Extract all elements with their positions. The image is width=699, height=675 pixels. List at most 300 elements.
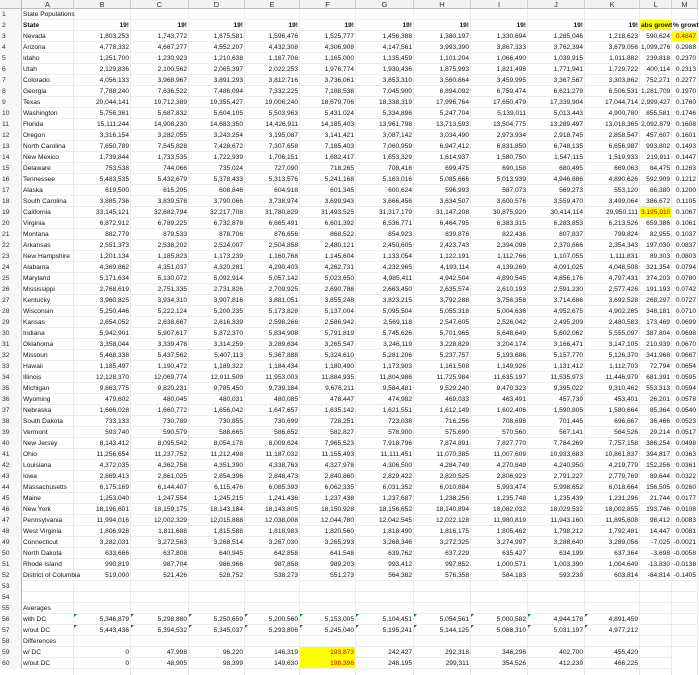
cell-i52[interactable]: 584,183 — [471, 570, 528, 581]
cell-i16[interactable]: 5,013,939 — [471, 174, 528, 185]
cell-b57[interactable]: 5,443,436 — [74, 625, 131, 636]
cell-d40[interactable]: 8,054,178 — [189, 438, 245, 449]
cell-i30[interactable]: 5,648,649 — [471, 328, 528, 339]
cell-f55[interactable] — [300, 603, 356, 614]
cell-i32[interactable]: 5,193,686 — [471, 350, 528, 361]
cell-g51[interactable]: 993,412 — [356, 559, 414, 570]
cell-g47[interactable]: 12,042,545 — [356, 515, 414, 526]
cell-b37[interactable]: 1,666,028 — [74, 405, 131, 416]
cell-a35[interactable]: Michigan — [22, 383, 74, 394]
cell-c52[interactable]: 521,426 — [131, 570, 189, 581]
cell-b50[interactable]: 633,666 — [74, 548, 131, 559]
cell-e39[interactable]: 586,652 — [245, 427, 300, 438]
cell-f51[interactable]: 989,203 — [300, 559, 356, 570]
cell-j60[interactable]: 412,239 — [528, 658, 585, 669]
cell-c34[interactable]: 12,069,774 — [131, 372, 189, 383]
cell-a15[interactable]: Delaware — [22, 163, 74, 174]
cell-l37[interactable]: 85,364 — [640, 405, 672, 416]
cell-l18[interactable]: 386,672 — [640, 196, 672, 207]
cell-e3[interactable]: 1,596,476 — [245, 31, 300, 42]
cell-l30[interactable]: 387,804 — [640, 328, 672, 339]
cell-l27[interactable]: 268,297 — [640, 295, 672, 306]
cell-d55[interactable] — [189, 603, 245, 614]
cell-a28[interactable]: Wisconsin — [22, 306, 74, 317]
cell-d6[interactable]: 2,065,397 — [189, 64, 245, 75]
cell-g38[interactable]: 723,038 — [356, 416, 414, 427]
row-header[interactable]: 41 — [0, 449, 22, 460]
row-header[interactable]: 59 — [0, 647, 22, 658]
row-header[interactable]: 30 — [0, 328, 22, 339]
cell-c39[interactable]: 590,579 — [131, 427, 189, 438]
cell-h46[interactable]: 18,140,894 — [414, 504, 471, 515]
cell-b49[interactable]: 3,282,031 — [74, 537, 131, 548]
cell-i6[interactable]: 1,821,498 — [471, 64, 528, 75]
cell-b54[interactable] — [74, 592, 131, 603]
cell-g35[interactable]: 9,584,481 — [356, 383, 414, 394]
cell-d36[interactable]: 480,031 — [189, 394, 245, 405]
cell-c43[interactable]: 2,861,025 — [131, 471, 189, 482]
cell-b22[interactable]: 2,551,373 — [74, 240, 131, 251]
cell-i56[interactable]: 5,000,582 — [471, 614, 528, 625]
cell-e30[interactable]: 5,834,908 — [245, 328, 300, 339]
cell-h8[interactable]: 6,894,092 — [414, 86, 471, 97]
cell-d3[interactable]: 1,675,581 — [189, 31, 245, 42]
cell-h28[interactable]: 5,055,318 — [414, 306, 471, 317]
cell-j23[interactable]: 1,107,055 — [528, 251, 585, 262]
cell-j26[interactable]: 2,591,230 — [528, 284, 585, 295]
cell-b11[interactable]: 15,111,244 — [74, 119, 131, 130]
cell-a22[interactable]: Arkansas — [22, 240, 74, 251]
cell-m12[interactable]: 0.1601 — [672, 130, 698, 141]
column-header-l[interactable]: L — [640, 0, 672, 9]
row-header[interactable]: 56 — [0, 614, 22, 625]
cell-l12[interactable]: 457,607 — [640, 130, 672, 141]
cell-d41[interactable]: 11,212,498 — [189, 449, 245, 460]
cell-g19[interactable]: 31,317,179 — [356, 207, 414, 218]
cell-d12[interactable]: 3,243,254 — [189, 130, 245, 141]
cell-f6[interactable]: 1,976,774 — [300, 64, 356, 75]
row-header[interactable]: 33 — [0, 361, 22, 372]
row-header[interactable]: 26 — [0, 284, 22, 295]
cell-l54[interactable] — [640, 592, 672, 603]
cell-f42[interactable]: 4,327,978 — [300, 460, 356, 471]
row-header[interactable]: 13 — [0, 141, 22, 152]
cell-g59[interactable]: 242,427 — [356, 647, 414, 658]
cell-l57[interactable] — [640, 625, 672, 636]
cell-c55[interactable] — [131, 603, 189, 614]
cell-m14[interactable]: 0.1447 — [672, 152, 698, 163]
cell-i10[interactable]: 5,139,011 — [471, 108, 528, 119]
cell-c2[interactable]: 19! — [131, 20, 189, 31]
cell-k19[interactable]: 29,950,111 — [585, 207, 640, 218]
cell-a27[interactable]: Kentucky — [22, 295, 74, 306]
cell-h36[interactable]: 469,033 — [414, 394, 471, 405]
cell-h34[interactable]: 11,725,984 — [414, 372, 471, 383]
cell-i4[interactable]: 3,867,333 — [471, 42, 528, 53]
cell-f43[interactable]: 2,840,860 — [300, 471, 356, 482]
cell-l19[interactable]: 3,195,010 — [641, 209, 671, 216]
cell-c6[interactable]: 2,100,562 — [131, 64, 189, 75]
cell-a21[interactable]: Montana — [22, 229, 74, 240]
cell-h24[interactable]: 4,193,114 — [414, 262, 471, 273]
cell-f3[interactable]: 1,525,777 — [300, 31, 356, 42]
cell-i28[interactable]: 5,004,636 — [471, 306, 528, 317]
cell-c27[interactable]: 3,934,310 — [131, 295, 189, 306]
cell-l47[interactable]: 98,412 — [640, 515, 672, 526]
cell-b31[interactable]: 3,358,044 — [74, 339, 131, 350]
cell-c60[interactable]: 48,905 — [131, 658, 189, 669]
cell-f48[interactable]: 1,820,560 — [300, 526, 356, 537]
cell-d1[interactable] — [189, 9, 245, 20]
row-header[interactable]: 14 — [0, 152, 22, 163]
cell-k25[interactable]: 4,797,431 — [585, 273, 640, 284]
cell-f24[interactable]: 4,262,731 — [300, 262, 356, 273]
cell-i22[interactable]: 2,394,098 — [471, 240, 528, 251]
row-header[interactable]: 29 — [0, 317, 22, 328]
cell-b28[interactable]: 5,250,446 — [74, 306, 131, 317]
cell-c15[interactable]: 744,066 — [131, 163, 189, 174]
cell-e5[interactable]: 1,187,706 — [245, 53, 300, 64]
cell-l23[interactable]: 89,303 — [640, 251, 672, 262]
cell-j13[interactable]: 6,748,135 — [528, 141, 585, 152]
cell-j36[interactable]: 457,739 — [528, 394, 585, 405]
cell-m46[interactable]: 0.0108 — [672, 504, 698, 515]
cell-a55[interactable]: Averages — [22, 603, 74, 614]
cell-j27[interactable]: 3,714,686 — [528, 295, 585, 306]
cell-a54[interactable] — [22, 592, 74, 603]
column-header-e[interactable]: E — [245, 0, 300, 9]
cell-a47[interactable]: Pennsylvania — [22, 515, 74, 526]
cell-b36[interactable]: 479,602 — [74, 394, 131, 405]
cell-b4[interactable]: 4,778,332 — [74, 42, 131, 53]
cell-j18[interactable]: 3,559,470 — [528, 196, 585, 207]
cell-k15[interactable]: 669,063 — [585, 163, 640, 174]
cell-e51[interactable]: 987,858 — [245, 559, 300, 570]
cell-g39[interactable]: 578,900 — [356, 427, 414, 438]
cell-b19[interactable]: 33,145,121 — [74, 207, 131, 218]
cell-a1[interactable]: State Populations — [23, 11, 75, 18]
column-header-j[interactable]: J — [528, 0, 585, 9]
cell-a12[interactable]: Oregon — [22, 130, 74, 141]
row-header[interactable]: 4 — [0, 42, 22, 53]
cell-k34[interactable]: 11,446,979 — [585, 372, 640, 383]
cell-d42[interactable]: 4,351,390 — [189, 460, 245, 471]
cell-l15[interactable]: 84,475 — [640, 163, 672, 174]
row-header[interactable]: 27 — [0, 295, 22, 306]
cell-f28[interactable]: 5,137,004 — [300, 306, 356, 317]
cell-e48[interactable]: 1,818,983 — [245, 526, 300, 537]
cell-i42[interactable]: 4,270,849 — [471, 460, 528, 471]
cell-g44[interactable]: 6,031,352 — [356, 482, 414, 493]
cell-g37[interactable]: 1,621,551 — [356, 405, 414, 416]
column-header-f[interactable]: F — [300, 0, 356, 9]
row-header[interactable]: 25 — [0, 273, 22, 284]
cell-c48[interactable]: 1,811,688 — [131, 526, 189, 537]
row-header[interactable]: 17 — [0, 185, 22, 196]
cell-i38[interactable]: 708,698 — [471, 416, 528, 427]
row-header[interactable]: 22 — [0, 240, 22, 251]
cell-a33[interactable]: Hawaii — [22, 361, 74, 372]
cell-c20[interactable]: 6,789,225 — [131, 218, 189, 229]
cell-h19[interactable]: 31,147,208 — [414, 207, 471, 218]
cell-m5[interactable]: 0.2370 — [672, 53, 698, 64]
cell-f25[interactable]: 5,023,650 — [300, 273, 356, 284]
row-header[interactable]: 49 — [0, 537, 22, 548]
cell-e32[interactable]: 5,367,888 — [245, 350, 300, 361]
cell-i48[interactable]: 1,805,462 — [471, 526, 528, 537]
cell-e21[interactable]: 876,656 — [245, 229, 300, 240]
cell-j39[interactable]: 567,141 — [528, 427, 585, 438]
cell-k38[interactable]: 696,667 — [585, 416, 640, 427]
cell-d5[interactable]: 1,210,638 — [189, 53, 245, 64]
cell-b42[interactable]: 4,372,035 — [74, 460, 131, 471]
cell-c54[interactable] — [131, 592, 189, 603]
cell-e15[interactable]: 727,090 — [245, 163, 300, 174]
cell-m35[interactable]: 0.0594 — [672, 383, 698, 394]
cell-e38[interactable]: 730,699 — [245, 416, 300, 427]
cell-m3[interactable]: 0.4847 — [672, 31, 698, 42]
cell-c28[interactable]: 5,222,124 — [131, 306, 189, 317]
cell-f18[interactable]: 3,699,943 — [300, 196, 356, 207]
cell-d4[interactable]: 4,552,207 — [189, 42, 245, 53]
cell-c32[interactable]: 5,437,562 — [131, 350, 189, 361]
cell-m20[interactable]: 0.1061 — [672, 218, 698, 229]
cell-c4[interactable]: 4,667,277 — [131, 42, 189, 53]
cell-l14[interactable]: 219,911 — [640, 152, 672, 163]
cell-h60[interactable]: 299,311 — [414, 658, 471, 669]
cell-j8[interactable]: 6,621,279 — [528, 86, 585, 97]
cell-g40[interactable]: 7,918,796 — [356, 438, 414, 449]
cell-b18[interactable]: 3,885,736 — [74, 196, 131, 207]
cell-m17[interactable]: 0.1200 — [672, 185, 698, 196]
cell-i29[interactable]: 2,526,042 — [471, 317, 528, 328]
cell-f30[interactable]: 5,791,819 — [300, 328, 356, 339]
cell-c13[interactable]: 7,545,828 — [131, 141, 189, 152]
cell-l38[interactable]: 36,466 — [640, 416, 672, 427]
cell-f41[interactable]: 11,155,493 — [300, 449, 356, 460]
cell-h40[interactable]: 7,874,891 — [414, 438, 471, 449]
row-header[interactable]: 37 — [0, 405, 22, 416]
cell-g24[interactable]: 4,232,965 — [356, 262, 414, 273]
cell-a56[interactable]: with DC — [22, 614, 74, 625]
cell-b56[interactable]: 5,346,879 — [74, 614, 131, 625]
cell-a7[interactable]: Colorado — [22, 75, 74, 86]
cell-h59[interactable]: 292,318 — [414, 647, 471, 658]
cell-j56[interactable]: 4,944,178 — [528, 614, 585, 625]
cell-c35[interactable]: 9,820,231 — [131, 383, 189, 394]
cell-l53[interactable] — [640, 581, 672, 592]
cell-f54[interactable] — [300, 592, 356, 603]
row-header[interactable]: 3 — [0, 31, 22, 42]
cell-l9[interactable]: 2,999,427 — [641, 99, 671, 106]
cell-a30[interactable]: Indiana — [22, 328, 74, 339]
cell-j55[interactable] — [528, 603, 585, 614]
cell-i36[interactable]: 463,491 — [471, 394, 528, 405]
cell-g3[interactable]: 1,456,388 — [356, 31, 414, 42]
cell-j21[interactable]: 807,837 — [528, 229, 585, 240]
cell-m23[interactable]: 0.0803 — [672, 251, 698, 262]
cell-i35[interactable]: 9,470,323 — [471, 383, 528, 394]
cell-h35[interactable]: 9,529,240 — [414, 383, 471, 394]
column-header-a[interactable]: A — [22, 0, 74, 9]
cell-m34[interactable]: 0.0595 — [672, 372, 698, 383]
cell-b60[interactable]: 0 — [74, 658, 131, 669]
cell-i19[interactable]: 30,875,920 — [471, 207, 528, 218]
cell-a17[interactable]: Alaska — [22, 185, 74, 196]
cell-k11[interactable]: 13,018,365 — [585, 119, 640, 130]
cell-d30[interactable]: 5,872,370 — [189, 328, 245, 339]
cell-k48[interactable]: 1,792,481 — [585, 526, 640, 537]
cell-f34[interactable]: 11,884,935 — [300, 372, 356, 383]
cell-i20[interactable]: 6,383,315 — [471, 218, 528, 229]
cell-e52[interactable]: 538,273 — [245, 570, 300, 581]
row-header[interactable]: 31 — [0, 339, 22, 350]
cell-g22[interactable]: 2,450,605 — [356, 240, 414, 251]
cell-c51[interactable]: 987,704 — [131, 559, 189, 570]
cell-e31[interactable]: 3,289,634 — [245, 339, 300, 350]
cell-f60[interactable]: 198,396 — [300, 658, 356, 669]
cell-j5[interactable]: 1,039,915 — [528, 53, 585, 64]
cell-e56[interactable]: 5,200,560 — [245, 614, 300, 625]
cell-a26[interactable]: Mississippi — [22, 284, 74, 295]
cell-f14[interactable]: 1,682,417 — [300, 152, 356, 163]
cell-f59[interactable]: 193,873 — [300, 647, 356, 658]
cell-c46[interactable]: 18,159,175 — [131, 504, 189, 515]
cell-j22[interactable]: 2,370,666 — [528, 240, 585, 251]
cell-d32[interactable]: 5,407,113 — [189, 350, 245, 361]
cell-m28[interactable]: 0.0710 — [672, 306, 698, 317]
cell-b51[interactable]: 990,819 — [74, 559, 131, 570]
cell-a34[interactable]: Illinois — [22, 372, 74, 383]
cell-b14[interactable]: 1,739,844 — [74, 152, 131, 163]
row-header[interactable]: 28 — [0, 306, 22, 317]
cell-d38[interactable]: 730,855 — [189, 416, 245, 427]
cell-a20[interactable]: Virginia — [22, 218, 74, 229]
cell-m49[interactable]: -0.0021 — [673, 539, 696, 546]
cell-e17[interactable]: 604,918 — [245, 185, 300, 196]
cell-j52[interactable]: 593,239 — [528, 570, 585, 581]
cell-m31[interactable]: 0.0670 — [672, 339, 698, 350]
cell-h43[interactable]: 2,820,525 — [414, 471, 471, 482]
cell-d37[interactable]: 1,656,042 — [189, 405, 245, 416]
cell-e41[interactable]: 11,187,032 — [245, 449, 300, 460]
cell-j9[interactable]: 17,339,904 — [528, 97, 585, 108]
cell-d54[interactable] — [189, 592, 245, 603]
cell-m25[interactable]: 0.0780 — [672, 273, 698, 284]
row-header[interactable]: 42 — [0, 460, 22, 471]
cell-a45[interactable]: Maine — [22, 493, 74, 504]
cell-b12[interactable]: 3,316,154 — [74, 130, 131, 141]
cell-g49[interactable]: 3,268,346 — [356, 537, 414, 548]
cell-d47[interactable]: 12,015,888 — [189, 515, 245, 526]
cell-l58[interactable] — [640, 636, 672, 647]
cell-d2[interactable]: 19! — [189, 20, 245, 31]
row-header[interactable]: 5 — [0, 53, 22, 64]
cell-l60[interactable] — [640, 658, 672, 669]
cell-c40[interactable]: 8,095,542 — [131, 438, 189, 449]
cell-b9[interactable]: 20,044,141 — [74, 97, 131, 108]
cell-c58[interactable] — [131, 636, 189, 647]
cell-f38[interactable]: 728,251 — [300, 416, 356, 427]
cell-g57[interactable]: 5,195,241 — [356, 625, 414, 636]
cell-a24[interactable]: Alabama — [22, 262, 74, 273]
cell-l16[interactable]: 592,909 — [640, 174, 672, 185]
cell-d27[interactable]: 3,907,816 — [189, 295, 245, 306]
cell-k20[interactable]: 6,213,526 — [585, 218, 640, 229]
cell-i47[interactable]: 11,980,819 — [471, 515, 528, 526]
cell-j53[interactable] — [528, 581, 585, 592]
cell-h16[interactable]: 5,085,666 — [414, 174, 471, 185]
cell-j15[interactable]: 680,495 — [528, 163, 585, 174]
cell-j6[interactable]: 1,771,941 — [528, 64, 585, 75]
cell-b2[interactable]: 19! — [74, 20, 131, 31]
cell-f21[interactable]: 868,522 — [300, 229, 356, 240]
cell-c30[interactable]: 5,907,617 — [131, 328, 189, 339]
cell-b43[interactable]: 2,869,413 — [74, 471, 131, 482]
cell-k9[interactable]: 17,044,714 — [585, 97, 640, 108]
cell-j48[interactable]: 1,798,212 — [528, 526, 585, 537]
cell-m57[interactable] — [672, 625, 698, 636]
cell-k54[interactable] — [585, 592, 640, 603]
cell-g1[interactable] — [356, 9, 414, 20]
cell-j24[interactable]: 4,091,025 — [528, 262, 585, 273]
cell-c50[interactable]: 637,808 — [131, 548, 189, 559]
cell-k8[interactable]: 6,506,531 — [585, 86, 640, 97]
cell-j34[interactable]: 11,535,973 — [528, 372, 585, 383]
cell-e16[interactable]: 5,313,576 — [245, 174, 300, 185]
cell-l48[interactable]: 14,447 — [640, 526, 672, 537]
cell-h2[interactable]: 19! — [414, 20, 471, 31]
cell-g25[interactable]: 4,985,411 — [356, 273, 414, 284]
cell-e9[interactable]: 19,006,240 — [245, 97, 300, 108]
cell-j41[interactable]: 10,933,683 — [528, 449, 585, 460]
cell-b23[interactable]: 1,201,134 — [74, 251, 131, 262]
row-header[interactable]: 40 — [0, 438, 22, 449]
cell-a14[interactable]: New Mexico — [22, 152, 74, 163]
cell-g36[interactable]: 474,982 — [356, 394, 414, 405]
cell-h41[interactable]: 11,070,385 — [414, 449, 471, 460]
cell-g58[interactable] — [356, 636, 414, 647]
cell-h39[interactable]: 575,690 — [414, 427, 471, 438]
cell-d14[interactable]: 1,722,939 — [189, 152, 245, 163]
cell-e26[interactable]: 2,709,925 — [245, 284, 300, 295]
cell-l32[interactable]: 341,968 — [640, 350, 672, 361]
cell-l11[interactable]: 2,092,879 — [641, 121, 671, 128]
cell-b32[interactable]: 5,468,338 — [74, 350, 131, 361]
cell-h15[interactable]: 699,475 — [414, 163, 471, 174]
cell-h9[interactable]: 17,996,764 — [414, 97, 471, 108]
cell-k55[interactable] — [585, 603, 640, 614]
cell-l46[interactable]: 193,746 — [640, 504, 672, 515]
cell-l20[interactable]: 659,386 — [640, 218, 672, 229]
cell-e11[interactable]: 14,426,911 — [245, 119, 300, 130]
cell-l13[interactable]: 993,802 — [640, 141, 672, 152]
cell-i13[interactable]: 6,831,850 — [471, 141, 528, 152]
cell-c53[interactable] — [131, 581, 189, 592]
cell-g10[interactable]: 5,334,896 — [356, 108, 414, 119]
cell-i14[interactable]: 1,580,750 — [471, 152, 528, 163]
cell-k28[interactable]: 4,902,265 — [585, 306, 640, 317]
cell-e22[interactable]: 2,504,858 — [245, 240, 300, 251]
cell-a31[interactable]: Oklahoma — [22, 339, 74, 350]
cell-d49[interactable]: 3,268,514 — [189, 537, 245, 548]
cell-c36[interactable]: 480,045 — [131, 394, 189, 405]
cell-j59[interactable]: 402,700 — [528, 647, 585, 658]
cell-k12[interactable]: 2,858,547 — [585, 130, 640, 141]
row-header[interactable]: 21 — [0, 229, 22, 240]
cell-i25[interactable]: 4,890,545 — [471, 273, 528, 284]
cell-d13[interactable]: 7,428,672 — [189, 141, 245, 152]
